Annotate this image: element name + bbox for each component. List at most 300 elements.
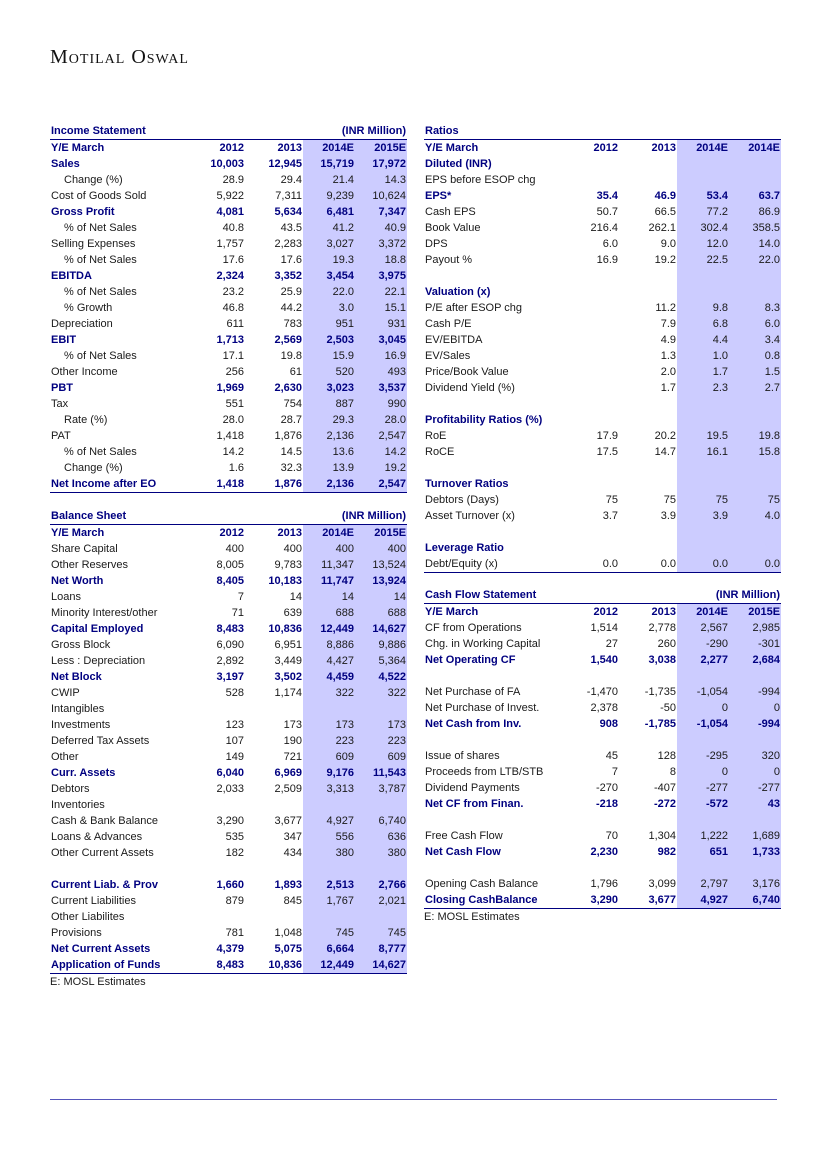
row-value: 40.9 — [355, 220, 407, 236]
row-value: 61 — [289, 366, 302, 378]
table-row — [50, 172, 407, 188]
table-row — [424, 316, 781, 332]
row-label: Other — [51, 751, 79, 763]
row-value: 1,733 — [729, 844, 781, 860]
table-row — [50, 316, 407, 332]
row-value: 75 — [605, 494, 618, 506]
table-row — [424, 524, 781, 540]
row-value: 2,630 — [274, 382, 302, 394]
row-value: 7 — [237, 591, 244, 603]
column-header-year: 2014E — [303, 140, 355, 157]
row-value: 1.7 — [660, 382, 676, 394]
row-label: EBIT — [51, 334, 77, 346]
row-value: 17.6 — [222, 254, 244, 266]
row-label: Other Liabilites — [51, 911, 125, 923]
row-value — [619, 668, 677, 684]
row-value — [193, 797, 245, 813]
row-value: 46.8 — [222, 302, 244, 314]
table-row — [50, 749, 407, 765]
row-value — [245, 797, 303, 813]
row-value: 4,379 — [216, 943, 244, 955]
row-value: 40.8 — [222, 222, 244, 234]
row-label: Profitability Ratios (%) — [425, 414, 543, 426]
row-value: 4,522 — [355, 669, 407, 685]
row-label: Net Block — [51, 671, 102, 683]
table-row — [50, 557, 407, 573]
table-row — [424, 220, 781, 236]
row-value: 6,951 — [274, 639, 302, 651]
row-value: 951 — [303, 316, 355, 332]
row-label: Diluted (INR) — [425, 158, 492, 170]
row-value: 2,503 — [303, 332, 355, 348]
table-row — [50, 957, 407, 974]
row-label: Change (%) — [64, 462, 123, 474]
table-row — [50, 444, 407, 460]
row-value: 1,796 — [590, 878, 618, 890]
row-value: -407 — [653, 782, 676, 794]
row-value: 2,021 — [355, 893, 407, 909]
row-value: 3,454 — [303, 268, 355, 284]
row-value: -218 — [595, 798, 618, 810]
row-value: 28.7 — [280, 414, 302, 426]
row-value — [677, 284, 729, 300]
row-label: Loans — [51, 591, 81, 603]
row-label: Depreciation — [51, 318, 113, 330]
table-row — [424, 828, 781, 844]
row-label — [424, 268, 567, 284]
row-label: Net Cash Flow — [425, 846, 501, 858]
table-title-row — [424, 587, 781, 604]
balance-sheet-section — [50, 508, 407, 990]
row-value: 1,418 — [193, 476, 245, 493]
row-value — [303, 909, 355, 925]
row-value: 434 — [283, 847, 302, 859]
table-row — [424, 284, 781, 300]
row-value: 380 — [303, 845, 355, 861]
row-value — [677, 524, 729, 540]
row-label: P/E after ESOP chg — [425, 302, 523, 314]
row-value — [619, 172, 677, 188]
row-value — [303, 797, 355, 813]
row-value: 2,569 — [274, 334, 302, 346]
row-value: 8,777 — [355, 941, 407, 957]
row-value — [677, 396, 729, 412]
row-value — [729, 156, 781, 172]
estimates-note: E: MOSL Estimates — [424, 911, 520, 923]
table-row — [424, 620, 781, 636]
table-row — [50, 829, 407, 845]
row-value — [303, 701, 355, 717]
row-value — [677, 476, 729, 492]
row-value: 12,945 — [268, 158, 302, 170]
row-label — [424, 668, 567, 684]
row-value: 1,222 — [677, 828, 729, 844]
row-value: 29.3 — [303, 412, 355, 428]
row-value: 2,277 — [677, 652, 729, 668]
row-value: 17.1 — [222, 350, 244, 362]
table-row — [50, 893, 407, 909]
table-title: Balance Sheet — [50, 508, 193, 525]
table-row — [424, 492, 781, 508]
cash-flow-table — [424, 587, 781, 909]
row-value — [567, 860, 619, 876]
row-value — [567, 476, 619, 492]
row-value: 8,405 — [216, 575, 244, 587]
row-value: 380 — [355, 845, 407, 861]
row-value: 12,449 — [303, 621, 355, 637]
income-statement-section — [50, 123, 407, 493]
row-value: 32.3 — [280, 462, 302, 474]
table-row — [424, 556, 781, 573]
row-value: 2,033 — [216, 783, 244, 795]
column-header-year: 2014E — [729, 140, 781, 157]
row-value: 0 — [729, 700, 781, 716]
row-value — [193, 909, 245, 925]
row-value: 0.0 — [619, 556, 677, 573]
row-value: 1,418 — [216, 430, 244, 442]
row-value — [567, 396, 619, 412]
row-value — [619, 396, 677, 412]
row-value: 4.4 — [677, 332, 729, 348]
row-value — [729, 476, 781, 492]
table-row — [424, 476, 781, 492]
row-value: 11,347 — [303, 557, 355, 573]
row-value: 75 — [663, 494, 676, 506]
row-value: 7 — [611, 766, 618, 778]
row-value: 86.9 — [729, 204, 781, 220]
row-value: 14 — [303, 589, 355, 605]
row-value: 18.8 — [355, 252, 407, 268]
row-value: 1,757 — [216, 238, 244, 250]
row-value — [729, 668, 781, 684]
row-value — [729, 172, 781, 188]
table-row — [424, 380, 781, 396]
row-label: PBT — [51, 382, 73, 394]
row-value: 347 — [283, 831, 302, 843]
row-label: Intangibles — [51, 703, 105, 715]
row-value: 1,876 — [245, 476, 303, 493]
table-row — [50, 380, 407, 396]
row-value: 10,624 — [355, 188, 407, 204]
row-label — [50, 861, 193, 877]
row-label: Sales — [51, 158, 80, 170]
row-value — [729, 812, 781, 828]
row-value: 493 — [355, 364, 407, 380]
row-value: 14.2 — [355, 444, 407, 460]
row-value — [729, 412, 781, 428]
ratios-table — [424, 123, 781, 573]
row-label: Curr. Assets — [51, 767, 116, 779]
row-value: -277 — [729, 780, 781, 796]
row-label: Book Value — [425, 222, 481, 234]
row-value: 71 — [231, 607, 244, 619]
row-value: 2,283 — [274, 238, 302, 250]
column-header-year: 2012 — [219, 142, 244, 154]
row-value: 609 — [303, 749, 355, 765]
row-value: 2.7 — [729, 380, 781, 396]
row-value: 14.5 — [280, 446, 302, 458]
row-value: 19.8 — [729, 428, 781, 444]
row-value: 745 — [355, 925, 407, 941]
column-header-label: Y/E March — [425, 142, 479, 154]
row-value — [619, 860, 677, 876]
row-value: 4,081 — [216, 206, 244, 218]
row-value: 520 — [303, 364, 355, 380]
row-value: 11.2 — [655, 302, 676, 314]
row-value: 128 — [657, 750, 676, 762]
row-value: 14.2 — [222, 446, 244, 458]
row-value: 0.0 — [729, 556, 781, 573]
row-label: EBITDA — [51, 270, 92, 282]
row-value: 13.6 — [303, 444, 355, 460]
row-value: 556 — [303, 829, 355, 845]
row-value — [677, 860, 729, 876]
row-value: 75 — [729, 492, 781, 508]
row-value — [729, 524, 781, 540]
row-value: 22.0 — [729, 252, 781, 268]
row-value — [567, 540, 619, 556]
table-row — [50, 348, 407, 364]
row-value: 13,524 — [355, 557, 407, 573]
table-row — [424, 172, 781, 188]
table-unit: (INR Million) — [567, 587, 781, 604]
table-row — [424, 876, 781, 892]
row-value: 3,677 — [619, 892, 677, 909]
table-row — [50, 204, 407, 220]
row-value: 609 — [355, 749, 407, 765]
table-row — [424, 204, 781, 220]
row-value: 13,924 — [355, 573, 407, 589]
row-value — [567, 348, 619, 364]
row-value: 45 — [605, 750, 618, 762]
row-label: Capital Employed — [51, 623, 144, 635]
column-header-year: 2015E — [729, 604, 781, 621]
row-value: 3,677 — [274, 815, 302, 827]
row-value: 13.9 — [303, 460, 355, 476]
row-value — [619, 268, 677, 284]
table-row — [424, 700, 781, 716]
row-value: -1,054 — [677, 684, 729, 700]
row-value: 70 — [605, 830, 618, 842]
row-value — [677, 812, 729, 828]
row-value: 908 — [599, 718, 618, 730]
table-row — [424, 396, 781, 412]
row-value — [245, 861, 303, 877]
table-row — [50, 717, 407, 733]
row-value: 754 — [283, 398, 302, 410]
table-unit: (INR Million) — [193, 508, 407, 525]
row-value: 7,347 — [355, 204, 407, 220]
row-value: 3,099 — [648, 878, 676, 890]
row-value: 0.8 — [729, 348, 781, 364]
row-label: Change (%) — [64, 174, 123, 186]
row-label: Less : Depreciation — [51, 655, 146, 667]
row-label: Cash P/E — [425, 318, 472, 330]
row-value: 639 — [283, 607, 302, 619]
row-label: Net Income after EO — [50, 476, 193, 493]
row-value — [619, 524, 677, 540]
row-label: Net CF from Finan. — [425, 798, 524, 810]
row-value: 2,136 — [303, 476, 355, 493]
row-value: 8,005 — [216, 559, 244, 571]
table-row — [424, 268, 781, 284]
row-label: DPS — [425, 238, 448, 250]
table-row — [424, 668, 781, 684]
row-value: 3,787 — [355, 781, 407, 797]
row-value: 1,304 — [648, 830, 676, 842]
table-row — [50, 332, 407, 348]
row-value: 845 — [283, 895, 302, 907]
table-row — [424, 812, 781, 828]
column-header-year: 2013 — [277, 142, 302, 154]
row-value — [729, 396, 781, 412]
row-value — [355, 909, 407, 925]
row-label: Net Operating CF — [425, 654, 516, 666]
column-header-year: 2013 — [651, 142, 676, 154]
row-label: % of Net Sales — [64, 222, 137, 234]
row-value — [619, 540, 677, 556]
column-header-label: Y/E March — [425, 606, 479, 618]
row-value: 5,922 — [216, 190, 244, 202]
row-value: 1.5 — [729, 364, 781, 380]
table-row — [50, 396, 407, 412]
row-value: 149 — [225, 751, 244, 763]
row-value: 17,972 — [355, 156, 407, 172]
row-value — [619, 812, 677, 828]
row-label: PAT — [51, 430, 71, 442]
row-value: 721 — [283, 751, 302, 763]
row-value — [729, 540, 781, 556]
row-value: 3,975 — [355, 268, 407, 284]
row-value: 10,003 — [210, 158, 244, 170]
row-label: Cash EPS — [425, 206, 476, 218]
row-value — [729, 860, 781, 876]
row-label: Issue of shares — [425, 750, 500, 762]
row-value: 9,783 — [274, 559, 302, 571]
row-value: -1,054 — [677, 716, 729, 732]
row-label: Other Income — [51, 366, 118, 378]
row-value: 0.0 — [567, 556, 619, 573]
row-value: 107 — [225, 735, 244, 747]
row-value: 535 — [225, 831, 244, 843]
table-row — [50, 412, 407, 428]
row-value: -572 — [677, 796, 729, 812]
row-value: 260 — [657, 638, 676, 650]
row-label: Investments — [51, 719, 111, 731]
row-value: 8 — [669, 766, 676, 778]
row-value: 990 — [355, 396, 407, 412]
row-value — [355, 701, 407, 717]
row-label — [424, 860, 567, 876]
row-value: 14 — [355, 589, 407, 605]
table-row — [424, 252, 781, 268]
row-value: 1,713 — [216, 334, 244, 346]
table-row — [424, 748, 781, 764]
table-header-row — [50, 140, 407, 157]
row-value: 2.0 — [660, 366, 676, 378]
row-value: 3.7 — [602, 510, 618, 522]
row-value — [677, 172, 729, 188]
row-label — [424, 396, 567, 412]
table-row — [50, 797, 407, 813]
row-value — [567, 284, 619, 300]
table-row — [424, 428, 781, 444]
row-value: 16.9 — [596, 254, 618, 266]
row-value: 6,090 — [216, 639, 244, 651]
row-label: Other Current Assets — [51, 847, 154, 859]
row-value: 2,892 — [216, 655, 244, 667]
row-value: 2,778 — [648, 622, 676, 634]
row-label: EV/Sales — [425, 350, 471, 362]
row-label: % of Net Sales — [64, 286, 137, 298]
row-value: 322 — [303, 685, 355, 701]
row-value: 43.5 — [280, 222, 302, 234]
row-label: Proceeds from LTB/STB — [425, 766, 544, 778]
row-value — [677, 732, 729, 748]
row-value: 11,747 — [303, 573, 355, 589]
row-value: 528 — [225, 687, 244, 699]
row-value — [567, 812, 619, 828]
row-value — [245, 909, 303, 925]
row-label: Closing CashBalance — [424, 892, 567, 909]
table-header-row — [50, 525, 407, 542]
table-row — [424, 508, 781, 524]
table-title: Income Statement — [50, 123, 193, 140]
row-value — [245, 701, 303, 717]
row-value: 4,927 — [677, 892, 729, 909]
table-row — [50, 765, 407, 781]
row-value: 2,985 — [729, 620, 781, 636]
row-value: 1.0 — [677, 348, 729, 364]
table-row — [424, 860, 781, 876]
row-value: 10,836 — [245, 957, 303, 974]
row-value: 931 — [355, 316, 407, 332]
row-value: 173 — [283, 719, 302, 731]
row-label: CF from Operations — [425, 622, 522, 634]
row-value: 35.4 — [596, 190, 618, 202]
row-value: 887 — [303, 396, 355, 412]
row-value: 2,513 — [303, 877, 355, 893]
row-value: 4,427 — [303, 653, 355, 669]
row-value: 1,174 — [274, 687, 302, 699]
table-row — [50, 877, 407, 893]
row-value: 50.7 — [596, 206, 618, 218]
row-value: 46.9 — [654, 190, 676, 202]
row-value: 63.7 — [729, 188, 781, 204]
row-value: 17.5 — [596, 446, 618, 458]
table-header-row — [424, 604, 781, 621]
row-value: 3.9 — [677, 508, 729, 524]
row-value — [567, 412, 619, 428]
row-value: 173 — [303, 717, 355, 733]
cash-flow-section — [424, 587, 781, 925]
row-value: -295 — [677, 748, 729, 764]
row-value: 1.6 — [228, 462, 244, 474]
row-value: 6,664 — [303, 941, 355, 957]
row-label: % of Net Sales — [64, 350, 137, 362]
row-label: Cash & Bank Balance — [51, 815, 159, 827]
row-label: Deferred Tax Assets — [51, 735, 150, 747]
row-value: 190 — [283, 735, 302, 747]
row-value: 173 — [355, 717, 407, 733]
row-value: 44.2 — [280, 302, 302, 314]
row-value: 41.2 — [303, 220, 355, 236]
table-row — [424, 412, 781, 428]
row-value: 611 — [226, 318, 244, 330]
row-label: Loans & Advances — [51, 831, 143, 843]
row-value: 3,023 — [303, 380, 355, 396]
row-value — [567, 332, 619, 348]
